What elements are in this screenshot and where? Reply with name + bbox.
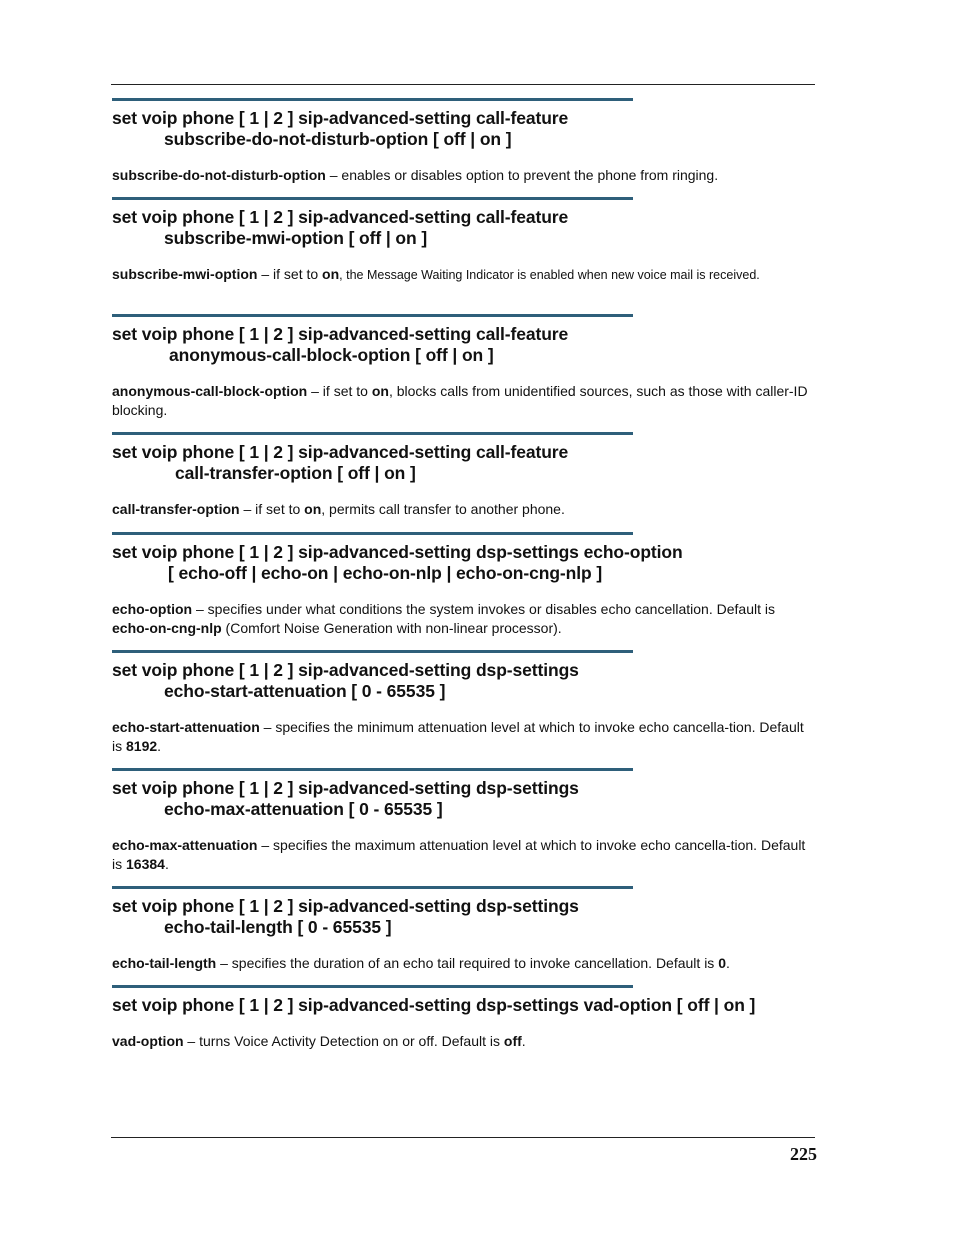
section-divider	[112, 314, 633, 317]
command-section	[112, 886, 812, 973]
command-description	[112, 954, 812, 973]
value: on	[322, 266, 340, 282]
command-section	[112, 432, 812, 519]
command-description	[112, 600, 812, 638]
header-rule	[111, 84, 815, 85]
command-line-2: [ echo-off | echo-on | echo-on-nlp | echo-on-cng-nlp ]	[168, 563, 603, 583]
section-divider	[112, 98, 633, 101]
value: on	[304, 501, 322, 517]
command-line-1: set voip phone [ 1 | 2 ] sip-advanced-setting dsp-settings	[112, 660, 579, 680]
description-text: – specifies the minimum attenuation level at which to invoke echo cancella-tion. Default is	[112, 719, 804, 754]
section-divider	[112, 532, 633, 535]
section-divider	[112, 768, 633, 771]
command-line-1: set voip phone [ 1 | 2 ] sip-advanced-setting call-feature	[112, 324, 569, 344]
section-divider	[112, 432, 633, 435]
description-text: .	[164, 856, 169, 872]
command-description	[112, 166, 812, 185]
command-description	[112, 382, 812, 420]
description-text: – enables or disables option to prevent the phone from ringing.	[325, 167, 719, 183]
description-text: – if set to	[239, 501, 305, 517]
command-line-2: echo-max-attenuation [ 0 - 65535 ]	[164, 799, 443, 819]
command-description	[112, 265, 812, 285]
term: echo-tail-length	[112, 955, 217, 971]
value: on	[371, 383, 389, 399]
description-text: .	[157, 738, 162, 754]
command-description	[112, 1032, 812, 1051]
description-text: .	[521, 1033, 526, 1049]
value: 0	[718, 955, 726, 971]
term: echo-option	[112, 601, 193, 617]
description-text: (Comfort Noise Generation with non-linear processor).	[221, 620, 562, 636]
description-text: , permits call transfer to another phone.	[321, 501, 565, 517]
command-line-2: echo-start-attenuation [ 0 - 65535 ]	[164, 681, 446, 701]
description-text: – if set to	[307, 383, 372, 399]
command-line-1: set voip phone [ 1 | 2 ] sip-advanced-setting dsp-settings	[112, 778, 579, 798]
description-text: – specifies the duration of an echo tail required to invoke cancellation. Default is	[216, 955, 719, 971]
term: subscribe-mwi-option	[112, 266, 258, 282]
value: off	[503, 1033, 522, 1049]
description-text: , the Message Waiting Indicator is enabled when new voice mail is received.	[339, 268, 760, 282]
command-section	[112, 197, 812, 285]
command-heading	[112, 660, 812, 702]
footer-rule	[111, 1137, 815, 1138]
description-text: – turns Voice Activity Detection on or off. Default is	[183, 1033, 504, 1049]
term: echo-start-attenuation	[112, 719, 260, 735]
section-divider	[112, 650, 633, 653]
term: call-transfer-option	[112, 501, 240, 517]
section-divider	[112, 197, 633, 200]
command-description	[112, 500, 812, 519]
command-description	[112, 836, 812, 874]
command-heading	[112, 778, 812, 820]
command-section	[112, 532, 812, 638]
section-divider	[112, 886, 633, 889]
description-text: – if set to	[257, 266, 323, 282]
command-heading	[112, 995, 812, 1016]
command-section	[112, 985, 812, 1051]
command-description	[112, 718, 812, 756]
term: subscribe-do-not-disturb-option	[112, 167, 326, 183]
command-line-1: set voip phone [ 1 | 2 ] sip-advanced-setting dsp-settings	[112, 896, 579, 916]
term: echo-max-attenuation	[112, 837, 258, 853]
value: 8192	[126, 738, 158, 754]
description-text: .	[726, 955, 730, 971]
command-heading	[112, 108, 812, 150]
value: 16384	[126, 856, 165, 872]
command-heading	[112, 542, 812, 584]
term: vad-option	[112, 1033, 184, 1049]
command-line-2: subscribe-mwi-option [ off | on ]	[164, 228, 428, 248]
command-line-1: set voip phone [ 1 | 2 ] sip-advanced-setting dsp-settings echo-option	[112, 542, 683, 562]
command-section	[112, 98, 812, 185]
description-text: – specifies the maximum attenuation level at which to invoke echo cancella-tion. Default is	[112, 837, 806, 872]
command-line-1: set voip phone [ 1 | 2 ] sip-advanced-setting call-feature	[112, 442, 569, 462]
page-number: 225	[790, 1144, 817, 1164]
section-divider	[112, 985, 633, 988]
command-heading	[112, 896, 812, 938]
term: anonymous-call-block-option	[112, 383, 308, 399]
command-heading	[112, 207, 812, 249]
value: echo-on-cng-nlp	[112, 620, 222, 636]
command-heading	[112, 442, 812, 484]
command-section	[112, 314, 812, 420]
command-line-2: call-transfer-option [ off | on ]	[175, 463, 416, 483]
command-line-1: set voip phone [ 1 | 2 ] sip-advanced-setting dsp-settings vad-option [ off | on ]	[112, 995, 756, 1015]
command-line-1: set voip phone [ 1 | 2 ] sip-advanced-setting call-feature	[112, 108, 569, 128]
command-section	[112, 768, 812, 874]
command-line-2: echo-tail-length [ 0 - 65535 ]	[164, 917, 392, 937]
description-text: – specifies under what conditions the system invokes or disables echo cancellation. Default is	[192, 601, 775, 617]
command-line-1: set voip phone [ 1 | 2 ] sip-advanced-setting call-feature	[112, 207, 569, 227]
command-heading	[112, 324, 812, 366]
command-line-2: anonymous-call-block-option [ off | on ]	[169, 345, 494, 365]
command-line-2: subscribe-do-not-disturb-option [ off | on ]	[164, 129, 512, 149]
description-text: , blocks calls from unidentified sources, such as those with caller-ID blocking.	[112, 383, 808, 418]
command-section	[112, 650, 812, 756]
